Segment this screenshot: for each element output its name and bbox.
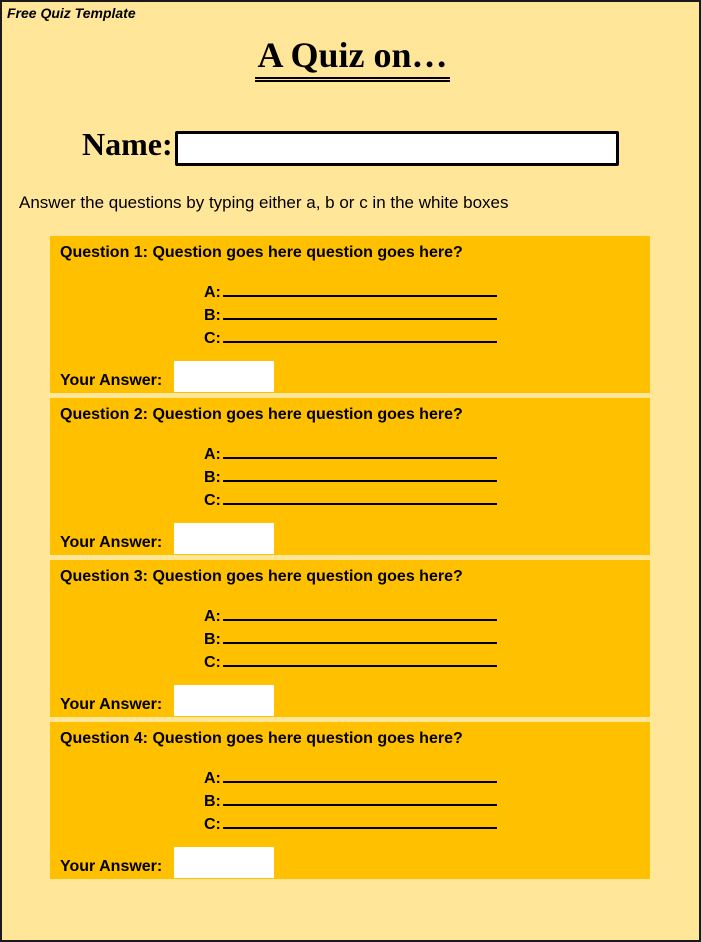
- option-letter: C:: [204, 330, 221, 347]
- answer-input[interactable]: [174, 847, 274, 878]
- answer-label: Your Answer:: [60, 696, 163, 713]
- option-blank-line: [223, 630, 497, 644]
- option-blank-line: [223, 491, 497, 505]
- option-letter: C:: [204, 492, 221, 509]
- option-letter: A:: [204, 608, 221, 625]
- option-blank-line: [223, 283, 497, 297]
- name-input[interactable]: [175, 131, 619, 166]
- question-block-1: [50, 236, 650, 393]
- option-blank-line: [223, 607, 497, 621]
- option-c: [204, 653, 497, 672]
- question-block-3: [50, 560, 650, 717]
- option-letter: B:: [204, 631, 221, 648]
- answer-label: Your Answer:: [60, 534, 163, 551]
- option-blank-line: [223, 653, 497, 667]
- option-c: [204, 491, 497, 510]
- option-a: [204, 445, 497, 464]
- question-text: Question 3: Question goes here question goes here?: [60, 568, 463, 585]
- answer-input[interactable]: [174, 361, 274, 392]
- option-blank-line: [223, 815, 497, 829]
- option-letter: C:: [204, 816, 221, 833]
- answer-label: Your Answer:: [60, 858, 163, 875]
- option-c: [204, 815, 497, 834]
- option-a: [204, 283, 497, 302]
- answer-label: Your Answer:: [60, 372, 163, 389]
- option-b: [204, 306, 497, 325]
- option-letter: A:: [204, 770, 221, 787]
- option-blank-line: [223, 306, 497, 320]
- question-text: Question 2: Question goes here question goes here?: [60, 406, 463, 423]
- option-letter: C:: [204, 654, 221, 671]
- option-blank-line: [223, 445, 497, 459]
- option-blank-line: [223, 468, 497, 482]
- option-letter: A:: [204, 284, 221, 301]
- question-block-4: [50, 722, 650, 879]
- option-blank-line: [223, 769, 497, 783]
- answer-input[interactable]: [174, 685, 274, 716]
- option-blank-line: [223, 329, 497, 343]
- option-letter: B:: [204, 793, 221, 810]
- option-letter: A:: [204, 446, 221, 463]
- question-text: Question 4: Question goes here question goes here?: [60, 730, 463, 747]
- option-letter: B:: [204, 307, 221, 324]
- option-a: [204, 769, 497, 788]
- quiz-title: [2, 34, 701, 82]
- option-blank-line: [223, 792, 497, 806]
- option-a: [204, 607, 497, 626]
- option-letter: B:: [204, 469, 221, 486]
- quiz-title-text: A Quiz on…: [255, 35, 449, 82]
- option-c: [204, 329, 497, 348]
- question-text: Question 1: Question goes here question goes here?: [60, 244, 463, 261]
- option-b: [204, 468, 497, 487]
- option-b: [204, 630, 497, 649]
- template-label: Free Quiz Template: [7, 5, 136, 21]
- question-block-2: [50, 398, 650, 555]
- answer-input[interactable]: [174, 523, 274, 554]
- instructions-text: Answer the questions by typing either a, b or c in the white boxes: [19, 193, 509, 212]
- name-label: Name:: [82, 126, 173, 162]
- option-b: [204, 792, 497, 811]
